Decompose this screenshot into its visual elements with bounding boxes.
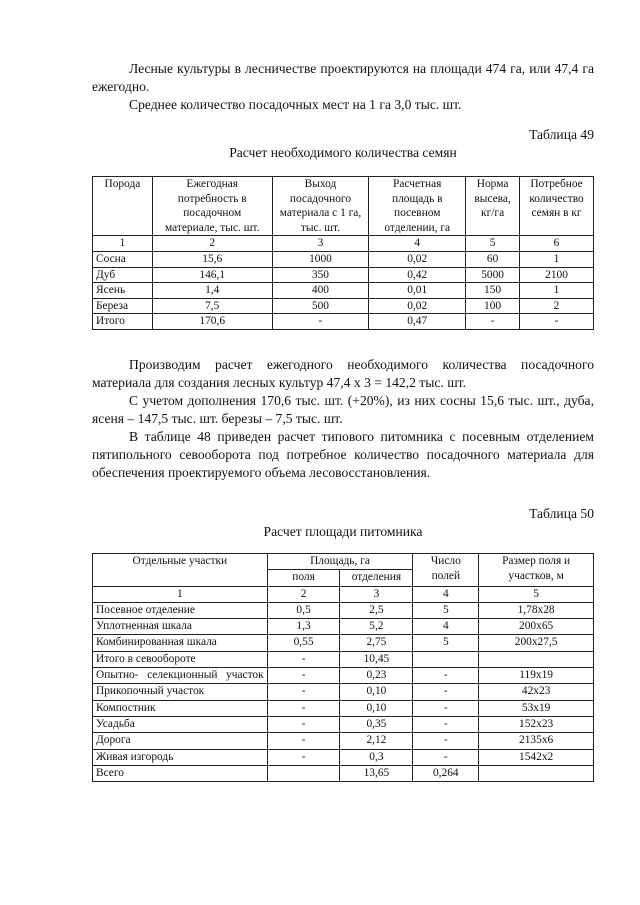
- table49-cell: 1,4: [152, 283, 272, 299]
- table50-cell: 0,35: [340, 716, 413, 732]
- table50-cell: Дорога: [93, 733, 268, 749]
- table50-cell: -: [413, 749, 479, 765]
- table50-cell: Усадьба: [93, 716, 268, 732]
- table50-cell: 1542х2: [479, 749, 594, 765]
- table50-cell: 42х23: [479, 684, 594, 700]
- table50-cell: 2,12: [340, 733, 413, 749]
- table50-cell: 2,5: [340, 602, 413, 618]
- table50-cell: -: [413, 668, 479, 684]
- middle-paragraph-1: Производим расчет ежегодного необходимого количества посадочного материала для создания лесных культур 47,4 х 3 = 142,2 тыс. шт.: [92, 356, 594, 390]
- table50-cell: [479, 651, 594, 667]
- table50-cell: Итого в севообороте: [93, 651, 268, 667]
- table49-cell: 15,6: [152, 251, 272, 267]
- table50-cell: 1,78х28: [479, 602, 594, 618]
- table49-label: Таблица 49: [529, 127, 594, 142]
- middle-paragraph-2: С учетом дополнения 170,6 тыс. шт. (+20%), из них сосны 15,6 тыс. шт., дуба, ясеня – 147,5 тыс. шт. березы – 7,5 тыс. шт.: [92, 392, 594, 426]
- table50-cell: 3: [340, 586, 413, 602]
- table49-header-row: [93, 177, 594, 236]
- document-page: [92, 60, 594, 782]
- table49-cell: 400: [272, 283, 369, 299]
- table49-header-cell: Выход посадочного материала с 1 га, тыс. шт.: [272, 177, 369, 236]
- table50-cell: 10,45: [340, 651, 413, 667]
- table49-cell: 2: [152, 236, 272, 252]
- table49-cell: 5000: [466, 267, 520, 283]
- table49-cell: 0,42: [369, 267, 466, 283]
- table-row: [93, 314, 594, 330]
- table49-cell: -: [466, 314, 520, 330]
- table50-cell: 4: [413, 619, 479, 635]
- table49-cell: 4: [369, 236, 466, 252]
- middle-paragraph-3: В таблице 48 приведен расчет типового питомника с посевным отделением пятипольного севооборота под потребное количество посадочного материала для обеспечения проектируемого объема лесовосстановления.: [92, 428, 594, 480]
- table49-cell: 0,01: [369, 283, 466, 299]
- table-row: [93, 733, 594, 749]
- table49-cell: 6: [520, 236, 594, 252]
- table50-cell: 2135х6: [479, 733, 594, 749]
- table50: [92, 553, 594, 782]
- table50-header-cell: Площадь, га: [267, 553, 413, 569]
- table50-cell: -: [413, 700, 479, 716]
- table-row: [93, 716, 594, 732]
- table50-cell: -: [267, 651, 340, 667]
- table49-cell: 3: [272, 236, 369, 252]
- table49-number-row: [93, 236, 594, 252]
- table49-header-cell: Порода: [93, 177, 153, 236]
- table-row: [93, 668, 594, 684]
- table49-cell: 500: [272, 298, 369, 314]
- intro-paragraph-1: Лесные культуры в лесничестве проектируются на площади 474 га, или 47,4 га ежегодно.: [92, 61, 594, 94]
- table50-cell: 2: [267, 586, 340, 602]
- table49-cell: 146,1: [152, 267, 272, 283]
- table-row: [93, 283, 594, 299]
- table49-cell: Итого: [93, 314, 153, 330]
- table50-cell: Уплотненная шкала: [93, 619, 268, 635]
- table50-cell: -: [267, 733, 340, 749]
- table-row: [93, 298, 594, 314]
- table-row: [93, 651, 594, 667]
- table50-cell: -: [267, 749, 340, 765]
- table50-header-cell: поля: [267, 570, 340, 586]
- table50-cell: 1,3: [267, 619, 340, 635]
- table49-cell: 150: [466, 283, 520, 299]
- table50-cell: 5: [479, 586, 594, 602]
- table-row: [93, 749, 594, 765]
- table50-header-row: [93, 553, 594, 569]
- table49-cell: 0,02: [369, 251, 466, 267]
- table50-header-cell: Размер поля и участков, м: [479, 553, 594, 586]
- table49-header-cell: Ежегодная потребность в посадочном материале, тыс. шт.: [152, 177, 272, 236]
- table49-cell: 1000: [272, 251, 369, 267]
- table50-cell: Прикопочный участок: [93, 684, 268, 700]
- table50-cell: -: [267, 668, 340, 684]
- table50-cell: 0,3: [340, 749, 413, 765]
- table49: [92, 176, 594, 330]
- table-row: [93, 635, 594, 651]
- table50-header-cell: отделения: [340, 570, 413, 586]
- table50-cell: Живая изгородь: [93, 749, 268, 765]
- table-row: [93, 684, 594, 700]
- table50-cell: 0,10: [340, 700, 413, 716]
- table50-number-row: [93, 586, 594, 602]
- table49-cell: 2: [520, 298, 594, 314]
- table50-cell: 119х19: [479, 668, 594, 684]
- table50-cell: [413, 651, 479, 667]
- table49-cell: 1: [93, 236, 153, 252]
- table49-title: Расчет необходимого количества семян: [229, 145, 457, 160]
- table50-cell: Посевное отделение: [93, 602, 268, 618]
- table49-cell: 2100: [520, 267, 594, 283]
- table50-cell: 0,264: [413, 765, 479, 781]
- intro-paragraph-2: Среднее количество посадочных мест на 1 га 3,0 тыс. шт.: [129, 97, 462, 112]
- table49-cell: 350: [272, 267, 369, 283]
- table49-cell: 170,6: [152, 314, 272, 330]
- table50-cell: 0,5: [267, 602, 340, 618]
- table50-cell: -: [267, 716, 340, 732]
- table50-cell: -: [413, 733, 479, 749]
- table50-cell: 5: [413, 635, 479, 651]
- table50-cell: [267, 765, 340, 781]
- table50-cell: 152х23: [479, 716, 594, 732]
- table50-cell: 1: [93, 586, 268, 602]
- table49-cell: Сосна: [93, 251, 153, 267]
- table50-cell: [479, 765, 594, 781]
- table49-cell: 1: [520, 283, 594, 299]
- table49-cell: Ясень: [93, 283, 153, 299]
- table-row: [93, 267, 594, 283]
- table50-cell: 0,10: [340, 684, 413, 700]
- table49-cell: Береза: [93, 298, 153, 314]
- table-row: [93, 700, 594, 716]
- table50-title: Расчет площади питомника: [263, 523, 423, 539]
- table49-header-cell: Норма высева, кг/га: [466, 177, 520, 236]
- table49-cell: 0,02: [369, 298, 466, 314]
- table49-cell: -: [272, 314, 369, 330]
- table50-cell: 5,2: [340, 619, 413, 635]
- table50-cell: 5: [413, 602, 479, 618]
- table50-cell: 53х19: [479, 700, 594, 716]
- table50-cell: Компостник: [93, 700, 268, 716]
- table50-header-cell: Отдельные участки: [93, 553, 268, 586]
- table49-cell: -: [520, 314, 594, 330]
- table49-header-cell: Расчетная площадь в посевном отделении, га: [369, 177, 466, 236]
- table-row: [93, 765, 594, 781]
- table50-cell: Всего: [93, 765, 268, 781]
- table49-cell: 5: [466, 236, 520, 252]
- table50-cell: 4: [413, 586, 479, 602]
- table-row: [93, 619, 594, 635]
- table49-cell: 100: [466, 298, 520, 314]
- table49-cell: 7,5: [152, 298, 272, 314]
- table-row: [93, 602, 594, 618]
- table50-cell: Опытно- селекционный участок: [93, 668, 268, 684]
- table49-header-cell: Потребное количество семян в кг: [520, 177, 594, 236]
- table49-cell: 60: [466, 251, 520, 267]
- table50-cell: -: [413, 684, 479, 700]
- table49-cell: 1: [520, 251, 594, 267]
- table50-cell: -: [413, 716, 479, 732]
- table49-cell: Дуб: [93, 267, 153, 283]
- table50-label: Таблица 50: [529, 505, 594, 521]
- table50-cell: 13,65: [340, 765, 413, 781]
- table50-cell: -: [267, 684, 340, 700]
- table50-cell: 200х27,5: [479, 635, 594, 651]
- table-row: [93, 251, 594, 267]
- table50-header-cell: Число полей: [413, 553, 479, 586]
- table50-cell: 0,23: [340, 668, 413, 684]
- table50-cell: 2,75: [340, 635, 413, 651]
- table50-cell: 0,55: [267, 635, 340, 651]
- table50-cell: Комбинированная шкала: [93, 635, 268, 651]
- table50-cell: -: [267, 700, 340, 716]
- table49-cell: 0,47: [369, 314, 466, 330]
- table50-cell: 200х65: [479, 619, 594, 635]
